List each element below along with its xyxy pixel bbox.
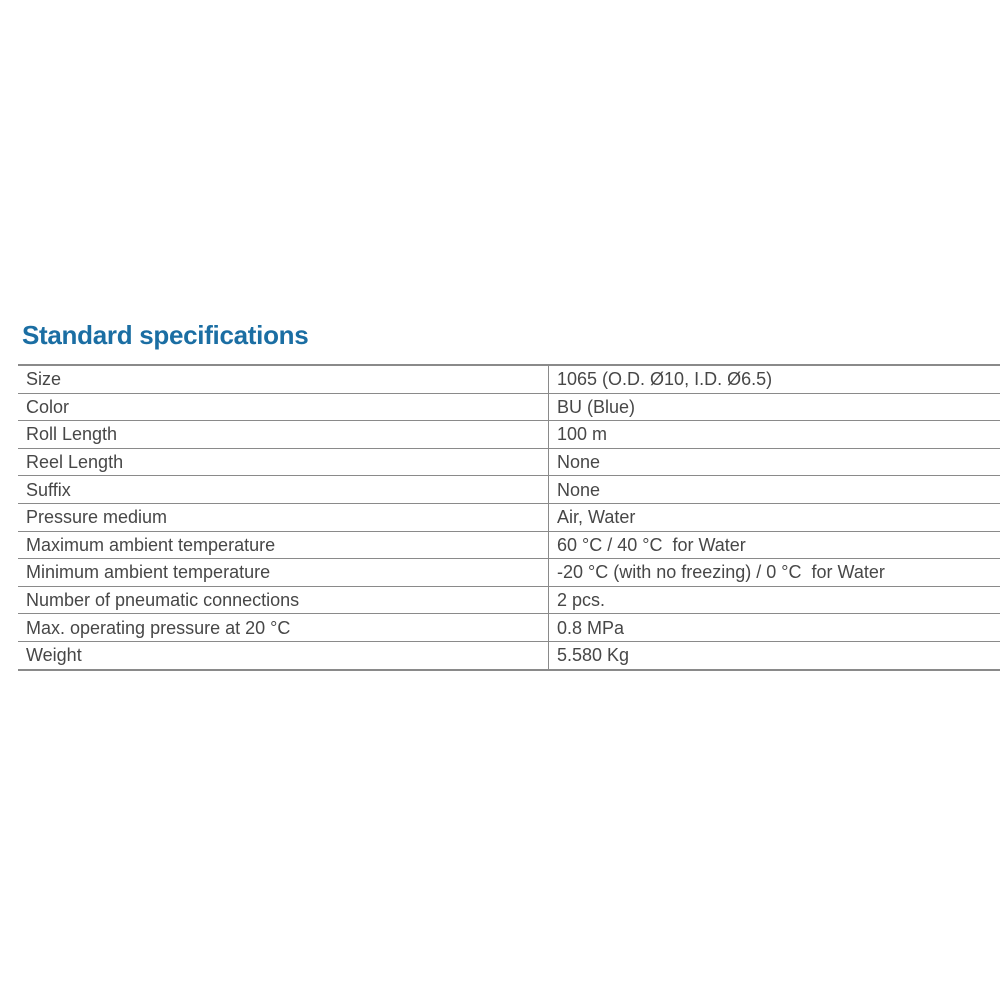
spec-label: Weight — [18, 641, 549, 669]
spec-label: Size — [18, 365, 549, 393]
spec-value: 1065 (O.D. Ø10, I.D. Ø6.5) — [549, 365, 1000, 393]
spec-value: Air, Water — [549, 503, 1000, 531]
spec-label: Roll Length — [18, 421, 549, 449]
spec-value: 5.580 Kg — [549, 641, 1000, 669]
table-row — [18, 559, 1000, 587]
spec-label: Number of pneumatic connections — [18, 586, 549, 614]
spec-label: Color — [18, 393, 549, 421]
spec-value: 60 °C / 40 °C for Water — [549, 531, 1000, 559]
spec-value: 0.8 MPa — [549, 614, 1000, 642]
table-row — [18, 531, 1000, 559]
spec-label: Max. operating pressure at 20 °C — [18, 614, 549, 642]
specifications-table — [18, 364, 1000, 671]
spec-value: None — [549, 448, 1000, 476]
table-row — [18, 641, 1000, 669]
page-title: Standard specifications — [22, 320, 309, 350]
table-row — [18, 614, 1000, 642]
table-row — [18, 586, 1000, 614]
spec-value: BU (Blue) — [549, 393, 1000, 421]
table-row — [18, 393, 1000, 421]
table-row — [18, 365, 1000, 393]
spec-label: Pressure medium — [18, 503, 549, 531]
table-row — [18, 448, 1000, 476]
spec-value: None — [549, 476, 1000, 504]
spec-value: 2 pcs. — [549, 586, 1000, 614]
table-row — [18, 503, 1000, 531]
table-row — [18, 476, 1000, 504]
table-row — [18, 421, 1000, 449]
spec-value: 100 m — [549, 421, 1000, 449]
spec-label: Minimum ambient temperature — [18, 559, 549, 587]
spec-label: Suffix — [18, 476, 549, 504]
spec-label: Reel Length — [18, 448, 549, 476]
spec-value: -20 °C (with no freezing) / 0 °C for Water — [549, 559, 1000, 587]
spec-label: Maximum ambient temperature — [18, 531, 549, 559]
